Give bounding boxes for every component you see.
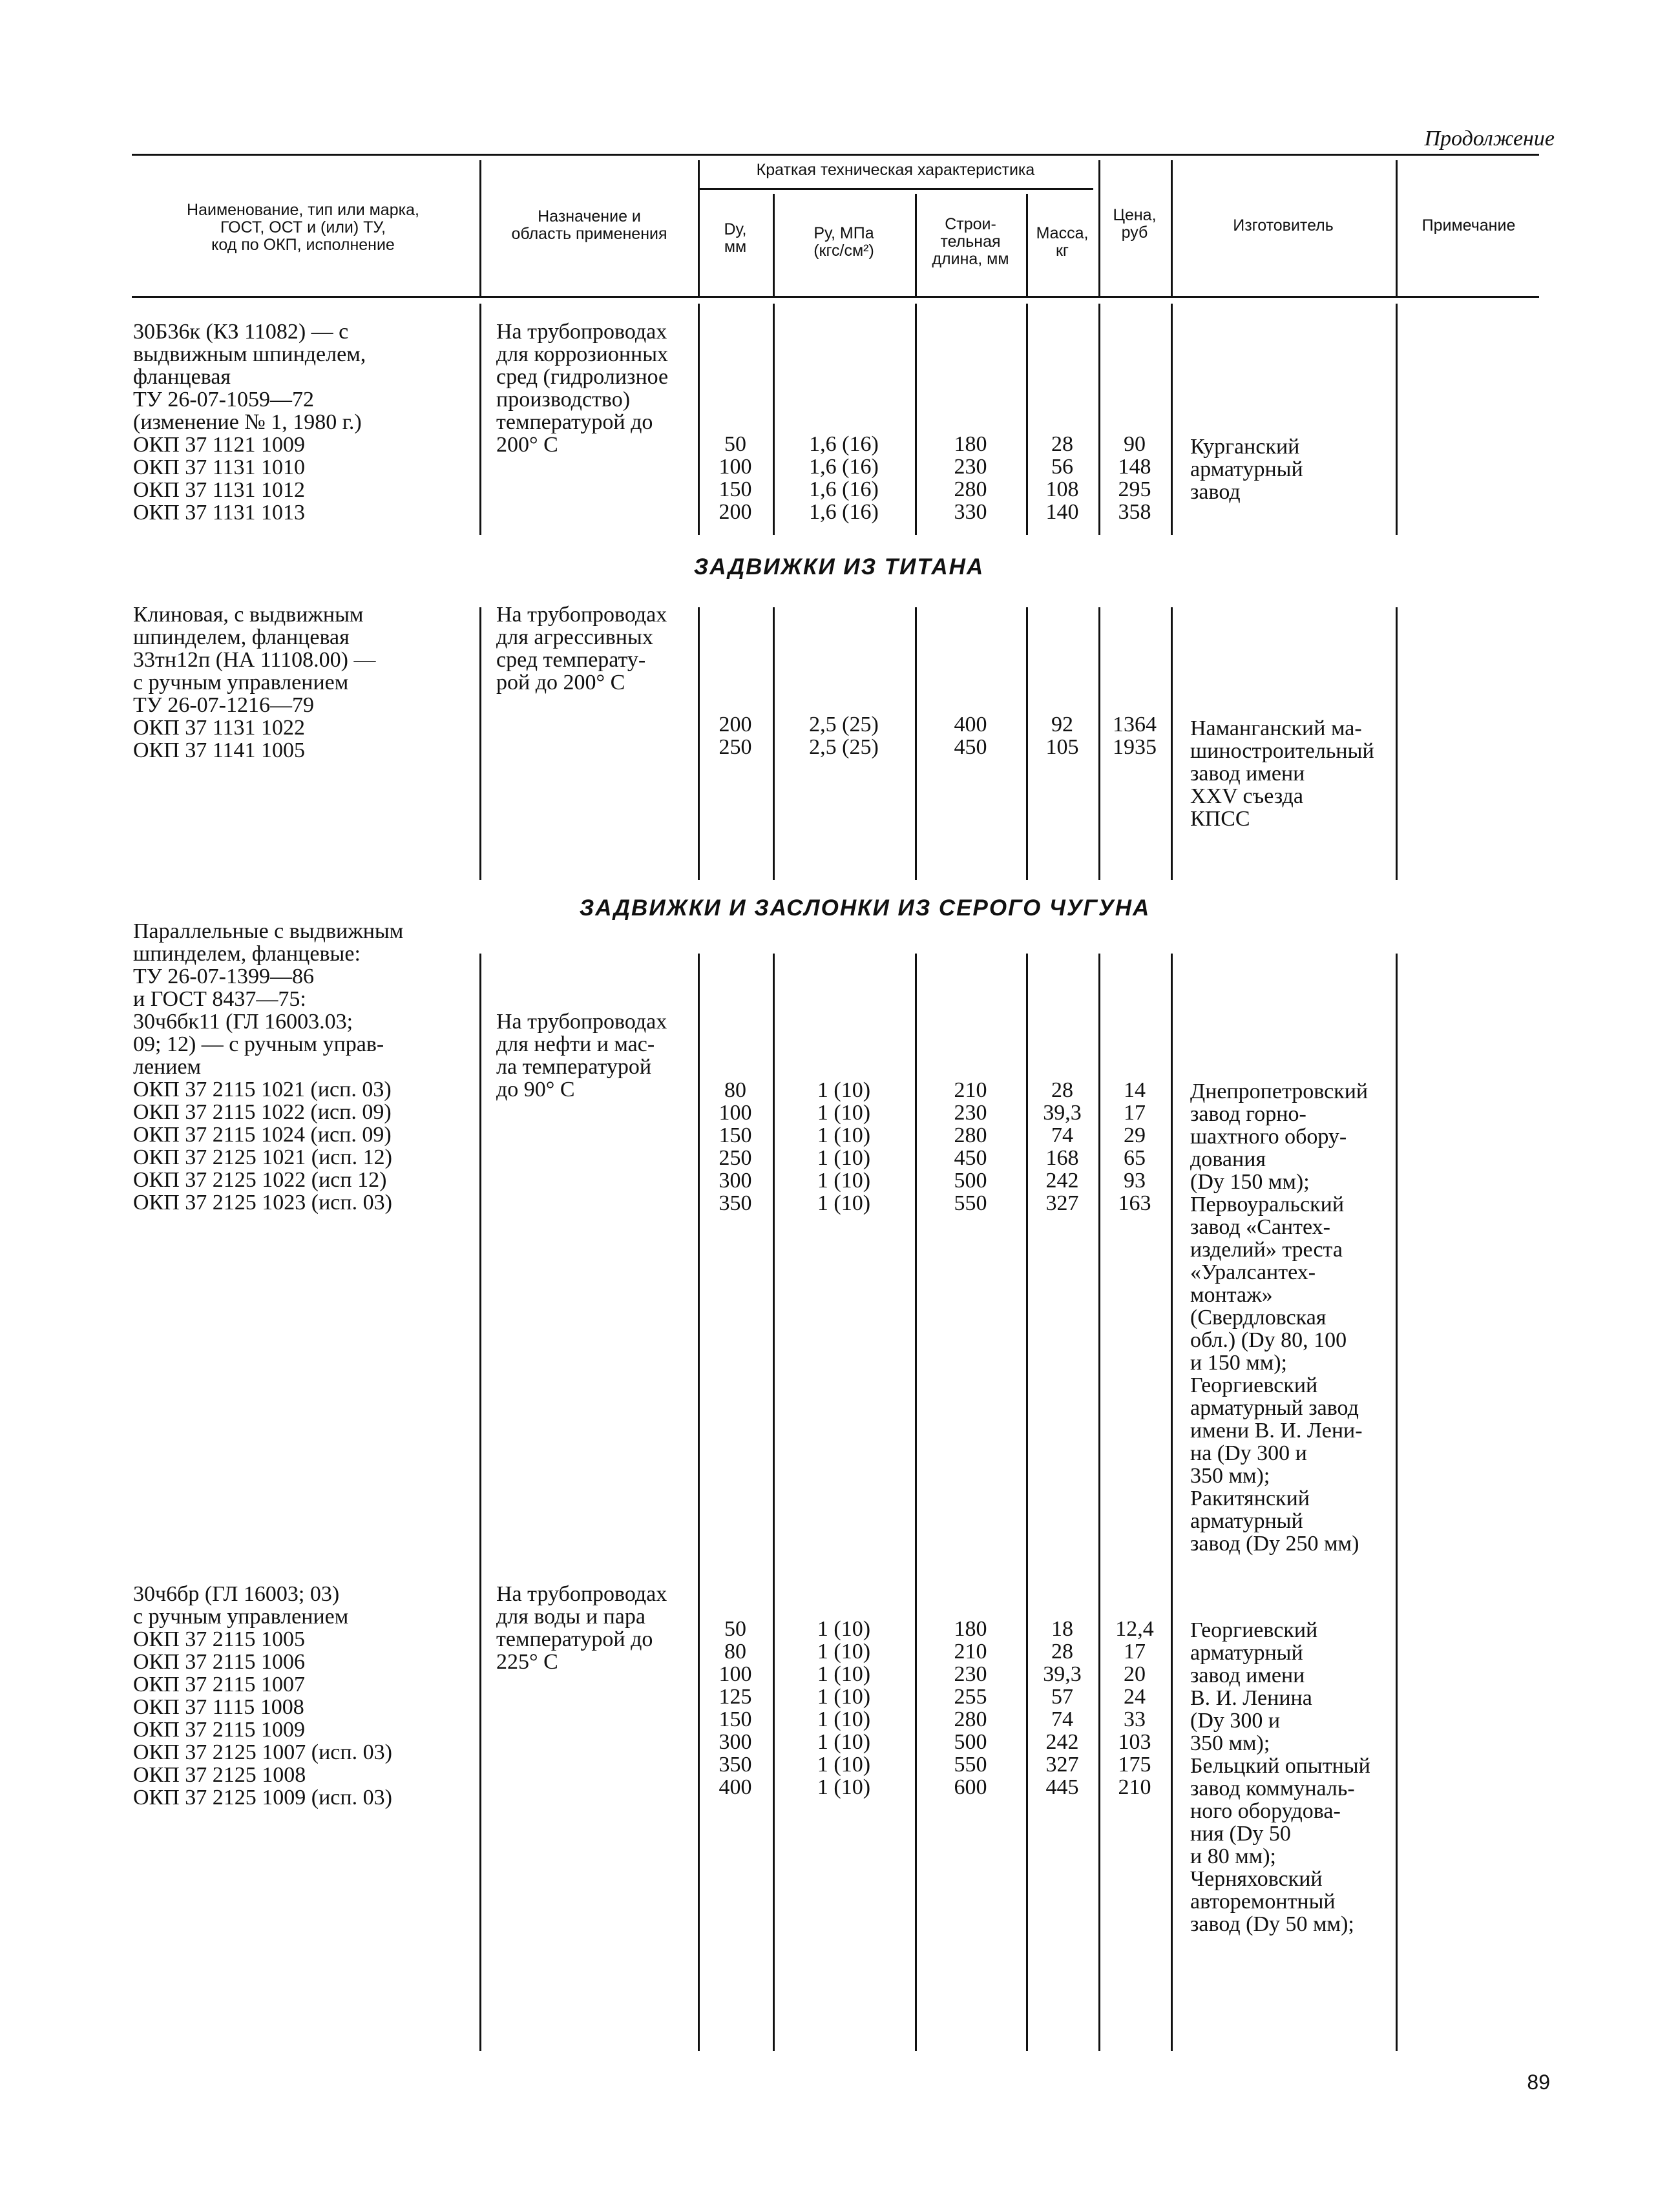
column-divider (479, 607, 481, 880)
column-divider (479, 304, 481, 535)
row-mass: 92 105 (1045, 713, 1079, 759)
row-dy: 200 250 (718, 713, 752, 759)
column-header-purpose: Назначение и область применения (511, 207, 667, 243)
row-dy: 50 80 100 125 150 300 350 400 (718, 1617, 752, 1799)
column-divider (1026, 607, 1028, 880)
column-divider (1396, 607, 1398, 880)
row-name: 30Б36к (КЗ 11082) — с выдвижным шпинделем, фланцевая ТУ 26-07-1059—72 (изменение № 1, 1980 г.) ОКП 37 1121 1009 ОКП 37 1131 1010 ОКП 37 1131 1012 ОКП 37 1131 1013 (133, 320, 366, 525)
column-header-maker: Изготовитель (1233, 216, 1334, 235)
column-divider (1026, 304, 1028, 535)
header-bottom-rule (132, 296, 1539, 298)
row-mass: 28 56 108 140 (1045, 432, 1079, 524)
header-divider (1396, 160, 1398, 296)
row-mass: 28 39,3 74 168 242 327 (1043, 1078, 1082, 1215)
row-price: 12,4 17 20 24 33 103 175 210 (1115, 1617, 1154, 1799)
row-price: 14 17 29 65 93 163 (1118, 1078, 1151, 1215)
row-py: 2,5 (25) 2,5 (25) (809, 713, 879, 759)
column-divider (698, 607, 700, 880)
row-length: 210 230 280 450 500 550 (954, 1078, 987, 1215)
column-divider (1098, 607, 1100, 880)
row-maker: Георгиевский арматурный завод имени В. И. Ленина (Dу 300 и 350 мм); Бельцкий опытный завод коммуналь- ного оборудова- ния (Dу 50 и 80 мм); Черняховский авторемонтный завод (Dу 50 мм); (1190, 1618, 1370, 1936)
row-py: 1 (10) 1 (10) 1 (10) 1 (10) 1 (10) 1 (10) 1 (10) 1 (10) (817, 1617, 871, 1799)
row-purpose: На трубопроводах для воды и пара температурой до 225° С (496, 1582, 667, 1674)
column-divider (915, 304, 917, 535)
row-name: Клиновая, с выдвижным шпинделем, фланцевая 33тн12п (НА 11108.00) — с ручным управлением ТУ 26-07-1216—79 ОКП 37 1131 1022 ОКП 37 1141 1005 (133, 603, 376, 762)
column-header-py: Pу, МПа (кгс/см²) (813, 224, 874, 260)
row-py: 1,6 (16) 1,6 (16) 1,6 (16) 1,6 (16) (809, 432, 879, 524)
column-divider (1171, 954, 1173, 2051)
column-divider (773, 607, 775, 880)
column-divider (1396, 954, 1398, 2051)
column-group-header: Краткая техническая характеристика (756, 161, 1035, 179)
column-divider (773, 954, 775, 2051)
row-dy: 50 100 150 200 (718, 432, 752, 524)
row-name: Параллельные с выдвижным шпинделем, фланцевые: ТУ 26-07-1399—86 и ГОСТ 8437—75: 30ч6бк11 (ГЛ 16003.03; 09; 12) — с ручным управ- лением ОКП 37 2115 1021 (исп. 03) ОКП 37 2115 1022 (исп. 09) ОКП 37 2115 1024 (исп. 09) ОКП 37 2125 1021 (исп. 12) ОКП 37 2125 1022 (исп 12) ОКП 37 2125 1023 (исп. 03) (133, 919, 404, 1215)
row-length: 400 450 (954, 713, 987, 759)
column-divider (479, 954, 481, 2051)
column-divider (698, 304, 700, 535)
column-header-note: Примечание (1421, 216, 1516, 235)
column-header-dy: Dу, мм (724, 220, 747, 256)
row-price: 90 148 295 358 (1118, 432, 1151, 524)
row-maker: Курганский арматурный завод (1190, 435, 1303, 504)
header-divider (479, 160, 481, 296)
section-title: ЗАДВИЖКИ ИЗ ТИТАНА (693, 554, 985, 579)
row-length: 180 230 280 330 (954, 432, 987, 524)
column-header-mass: Масса, кг (1036, 224, 1089, 260)
page-number: 89 (1527, 2071, 1550, 2094)
column-divider (773, 304, 775, 535)
column-divider (1171, 607, 1173, 880)
group-underline (698, 188, 1093, 190)
row-mass: 18 28 39,3 57 74 242 327 445 (1043, 1617, 1082, 1799)
column-divider (1098, 304, 1100, 535)
continuation-label: Продолжение (1424, 127, 1555, 151)
column-divider (915, 954, 917, 2051)
row-length: 180 210 230 255 280 500 550 600 (954, 1617, 987, 1799)
column-header-price: Цена, руб (1113, 206, 1157, 242)
row-dy: 80 100 150 250 300 350 (718, 1078, 752, 1215)
row-price: 1364 1935 (1113, 713, 1157, 759)
header-top-rule (132, 154, 1539, 156)
column-divider (1098, 954, 1100, 2051)
row-purpose: На трубопроводах для нефти и мас- ла температурой до 90° С (496, 1010, 667, 1101)
column-divider (698, 954, 700, 2051)
column-divider (1026, 954, 1028, 2051)
column-divider (915, 607, 917, 880)
column-divider (1396, 304, 1398, 535)
row-py: 1 (10) 1 (10) 1 (10) 1 (10) 1 (10) 1 (10) (817, 1078, 871, 1215)
row-purpose: На трубопроводах для коррозионных сред (гидролизное производство) температурой до 200° С (496, 320, 669, 457)
column-divider (1171, 304, 1173, 535)
row-maker: Наманганский ма- шиностроительный завод имени XXV съезда КПСС (1190, 716, 1374, 831)
row-purpose: На трубопроводах для агрессивных сред температу- рой до 200° С (496, 603, 667, 694)
column-header-length: Строи- тельная длина, мм (932, 215, 1009, 268)
section-title: ЗАДВИЖКИ И ЗАСЛОНКИ ИЗ СЕРОГО ЧУГУНА (579, 895, 1151, 921)
column-header-name: Наименование, тип или марка, ГОСТ, ОСТ и (или) ТУ, код по ОКП, исполнение (187, 201, 419, 254)
row-name: 30ч6бр (ГЛ 16003; 03) с ручным управлением ОКП 37 2115 1005 ОКП 37 2115 1006 ОКП 37 2115 1007 ОКП 37 1115 1008 ОКП 37 2115 1009 ОКП 37 2125 1007 (исп. 03) ОКП 37 2125 1008 ОКП 37 2125 1009 (исп. 03) (133, 1582, 392, 1810)
row-maker: Днепропетровский завод горно- шахтного обору- дования (Dу 150 мм); Первоуральский завод «Сантех- изделий» треста «Уралсантех- монтаж» (Свердловская обл.) (Dу 80, 100 и 150 мм); Георгиевский арматурный завод имени В. И. Лени- на (Dу 300 и 350 мм); Ракитянский арматурный завод (Dу 250 мм) (1190, 1080, 1369, 1556)
